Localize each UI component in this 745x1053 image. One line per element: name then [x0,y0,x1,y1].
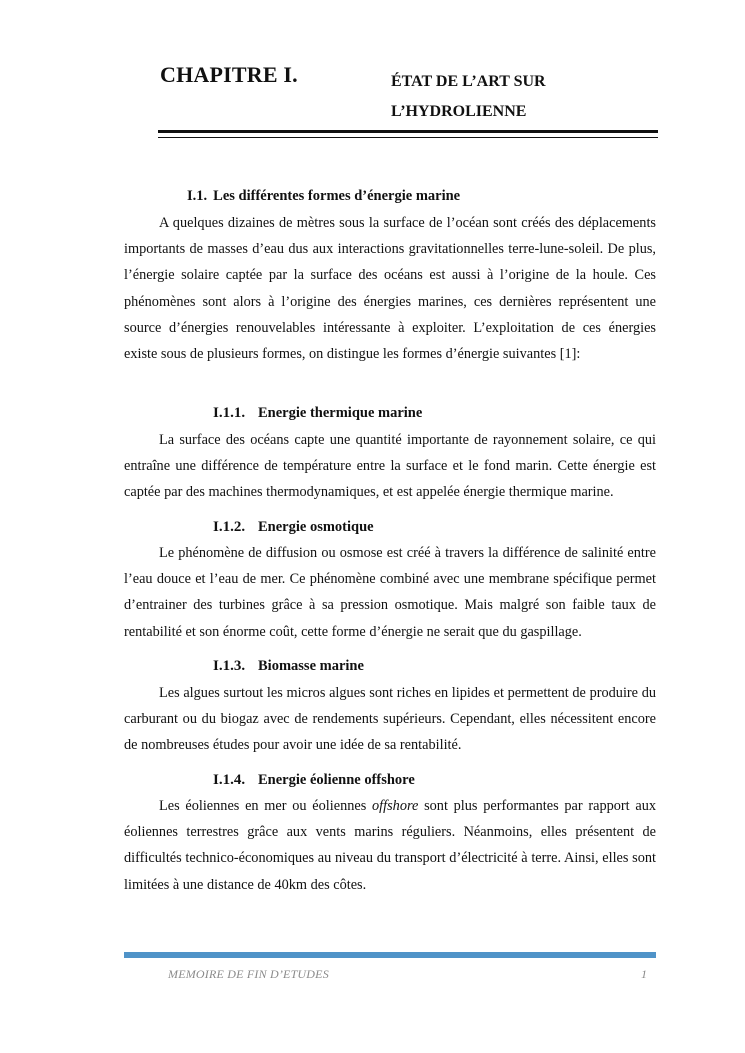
paragraph-text: Les éoliennes en mer ou éoliennes [159,798,373,814]
subsection-paragraph: Les algues surtout les micros algues sont riches en lipides et permettent de produire du carburant ou du biogaz avec de rendements supérieurs. Cependant, elles nécessitent encore de nombreuses études pour avoir une idée de sa rentabilité. [124,685,656,754]
page-number: 1 [641,967,647,981]
footer-text: MEMOIRE DE FIN D’ETUDES [168,967,329,981]
subsection-heading [213,519,374,536]
section-intro-paragraph: A quelques dizaines de mètres sous la surface de l’océan sont créés des déplacements importants de masses d’eau dus aux interactions gravitationnelles terre-lune-soleil. De plus, l’énergie solaire captée par la surface des océans est aussi à l’origine de la houle. Ces phénomènes sont alors à l’origine des énergies marines, ces dernières représentent une source d’énergies renouvelables intéressante à exploiter. L’exploitation de ces énergies existe sous de plusieurs formes, on distingue les formes d’énergie suivantes [1]: [124,215,656,363]
chapter-title: ÉTAT DE L’ART SUR L’HYDROLIENNE [391,73,546,120]
section-title: Les différentes formes d’énergie marine [213,188,461,204]
section-heading [187,188,460,205]
subsection-title: Energie thermique marine [258,405,423,421]
subsection-title: Energie osmotique [258,519,374,535]
header-rule-thick [158,130,658,133]
chapter-header [160,62,660,122]
italic-term: offshore [372,798,419,814]
subsection-number: I.1.2. [213,519,246,535]
footer-bar [124,952,656,958]
subsection-heading [213,658,364,675]
subsection-number: I.1.3. [213,658,246,674]
paragraph-text: sont plus performantes par rapport aux éoliennes terrestres grâce aux vents marins réguliers. Néanmoins, elles présentent de difficultés technico-économiques au niveau du transport d’électricité à terre. Ainsi, elles sont limitées à une distance de 40km des côtes. [124,798,656,893]
chapter-number: CHAPITRE I. [160,62,298,87]
header-rule-thin [158,137,658,138]
section-number: I.1. [187,188,208,204]
subsection-paragraph [124,793,656,898]
subsection-title: Biomasse marine [258,658,364,674]
subsection-number: I.1.4. [213,772,246,788]
subsection-paragraph: La surface des océans capte une quantité importante de rayonnement solaire, ce qui entraîne une différence de température entre la surface et le fond marin. Cette énergie est captée par des machines thermodynamiques, et est appelée énergie thermique marine. [124,432,656,501]
subsection-heading [213,772,415,789]
subsection-number: I.1.1. [213,405,246,421]
subsection-heading [213,405,422,422]
subsection-title: Energie éolienne offshore [258,772,415,788]
subsection-paragraph: Le phénomène de diffusion ou osmose est créé à travers la différence de salinité entre l’eau douce et l’eau de mer. Ce phénomène combiné avec une membrane spécifique permet d’entrainer des turbines grâce à sa pression osmotique. Mais malgré son faible taux de rentabilité et son énorme coût, cette forme d’énergie ne serait que du gaspillage. [124,545,656,640]
